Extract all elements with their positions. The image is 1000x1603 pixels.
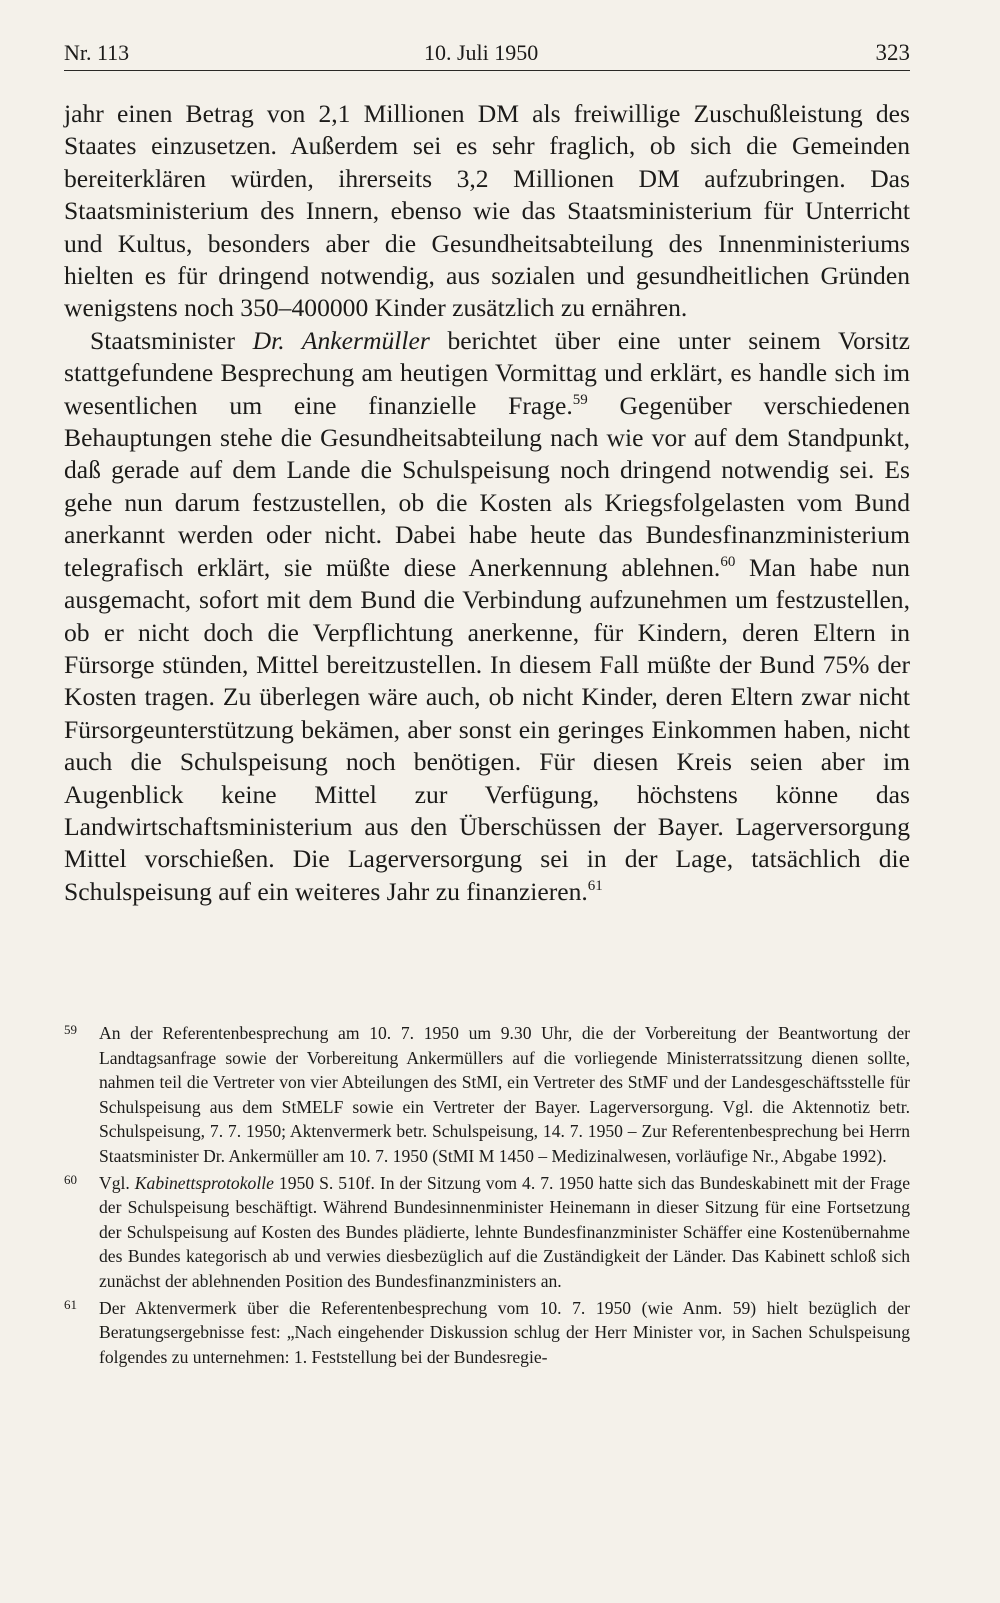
footnote-text: 1950 S. 510f. In der Sitzung vom 4. 7. 1950 hatte sich das Bundeskabinett mit der Frage der Schulspeisung beschäftigt. Während Bundesinnenminister Heinemann in dieser Sitzung für eine Fortsetzung der Schulspeisung auf Kosten des Bundes plädierte, lehnte Bundesfinanzminister Schäffer eine Kostenübernahme des Bundes kategorisch ab und verwies diesbezüglich auf die Zuständigkeit der Länder. Das Kabinett schloß sich zunächst der ablehnenden Position des Bundesfinanzministers an.	[99, 1172, 911, 1291]
paragraph-2-part-d: Man habe nun ausgemacht, sofort mit dem Bund die Verbindung aufzunehmen um festzustellen, ob er nicht doch die Verpflichtung anerkenne, für Kindern, deren Eltern in Fürsorge stünden, Mittel bereitzustellen. In diesem Fall müßte der Bund 75% der Kosten tragen. Zu überlegen wäre auch, ob nicht Kinder, deren Eltern zwar nicht Fürsorgeunterstützung bekämen, aber sonst ein geringes Einkommen haben, nicht auch die Schulspeisung noch benötigen. Für diesen Kreis seien aber im Augenblick keine Mittel zur Verfügung, höchstens könne das Landwirtschaftsministerium aus den Überschüssen der Bayer. Lagerversorgung Mittel vorschießen. Die Lagerversorgung sei in der Lage, tatsächlich die Schulspeisung auf ein weiteres Jahr zu finanzieren.	[64, 552, 910, 906]
paragraph-2-part-b: berichtet über eine unter seinem Vorsitz stattgefundene Besprechung am heutigen Vormittag und erklärt, es handle sich im wesentlichen um eine finanzielle Frage.	[64, 325, 910, 420]
page-number: 323	[875, 40, 910, 65]
speaker-name: Dr. Ankermüller	[252, 325, 430, 355]
footnote-text: Der Aktenvermerk über die Referentenbesprechung vom 10. 7. 1950 (wie Anm. 59) hielt bezüglich der Beratungsergebnisse fest: „Nach eingehender Diskussion schlug der Herr Minister vor, in Sachen Schulspeisung folgendes zu unternehmen: 1. Feststellung bei der Bundesregie-	[99, 1297, 910, 1367]
footnote-ref-61[interactable]: 61	[587, 877, 603, 894]
footnote-60	[64, 1171, 910, 1294]
footnote-source-title: Kabinettsprotokolle	[134, 1172, 274, 1193]
main-text	[64, 98, 910, 908]
footnote-61	[64, 1296, 910, 1370]
paragraph-2	[64, 325, 910, 908]
footnote-59	[64, 1021, 910, 1169]
footnote-ref-60[interactable]: 60	[720, 553, 736, 570]
footnote-text: An der Referentenbesprechung am 10. 7. 1950 um 9.30 Uhr, die der Vorbereitung der Beantwortung der Landtagsanfrage sowie der Vorbereitung Ankermüllers auf die vorliegende Ministerratssitzung dienen sollte, nahmen teil die Vertreter von vier Abteilungen des StMI, ein Vertreter des StMF und der Landesgeschäftsstelle für Schulspeisung aus dem StMELF sowie ein Vertreter der Bayer. Lagerversorgung. Vgl. die Aktennotiz betr. Schulspeisung, 7. 7. 1950; Aktenvermerk betr. Schulspeisung, 14. 7. 1950 – Zur Referentenbesprechung bei Herrn Staatsminister Dr. Ankermüller am 10. 7. 1950 (StMI M 1450 – Medizinalwesen, vorläufige Nr., Abgabe 1992).	[99, 1023, 910, 1166]
footnote-number: 61	[64, 1296, 77, 1312]
footnotes	[64, 1021, 910, 1371]
footnote-number: 59	[64, 1022, 77, 1037]
paragraph-2-part-c: Gegenüber verschiedenen Behauptungen stehe die Gesundheitsabteilung nach wie vor auf dem Standpunkt, daß gerade auf dem Lande die Schulspeisung noch dringend notwendig sei. Es gehe nun darum festzustellen, ob die Kosten als Kriegsfolgelasten vom Bund anerkannt werden oder nicht. Dabei habe heute das Bundesfinanzministerium telegrafisch erklärt, sie müßte diese Anerkennung ablehnen.	[64, 390, 910, 582]
running-header	[64, 36, 910, 71]
document-number: Nr. 113	[64, 40, 130, 65]
paragraph-1: jahr einen Betrag von 2,1 Millionen DM als freiwillige Zuschußleistung des Staates einzusetzen. Außerdem sei es sehr fraglich, ob sich die Gemeinden bereiterklären würden, ihrerseits 3,2 Millionen DM aufzubringen. Das Staatsministerium des Innern, ebenso wie das Staatsministerium für Unterricht und Kultus, besonders aber die Gesundheitsabteilung des Innenministeriums hielten es für dringend notwendig, aus sozialen und gesundheitlichen Gründen wenigstens noch 350–400000 Kinder zusätzlich zu ernähren.	[64, 99, 910, 323]
footnote-ref-59[interactable]: 59	[572, 391, 588, 408]
header-date: 10. Juli 1950	[424, 40, 539, 65]
paragraph-2-part-a: Staatsminister	[90, 325, 253, 355]
footnote-text-prefix: Vgl.	[99, 1172, 135, 1193]
footnote-number: 60	[64, 1171, 77, 1187]
